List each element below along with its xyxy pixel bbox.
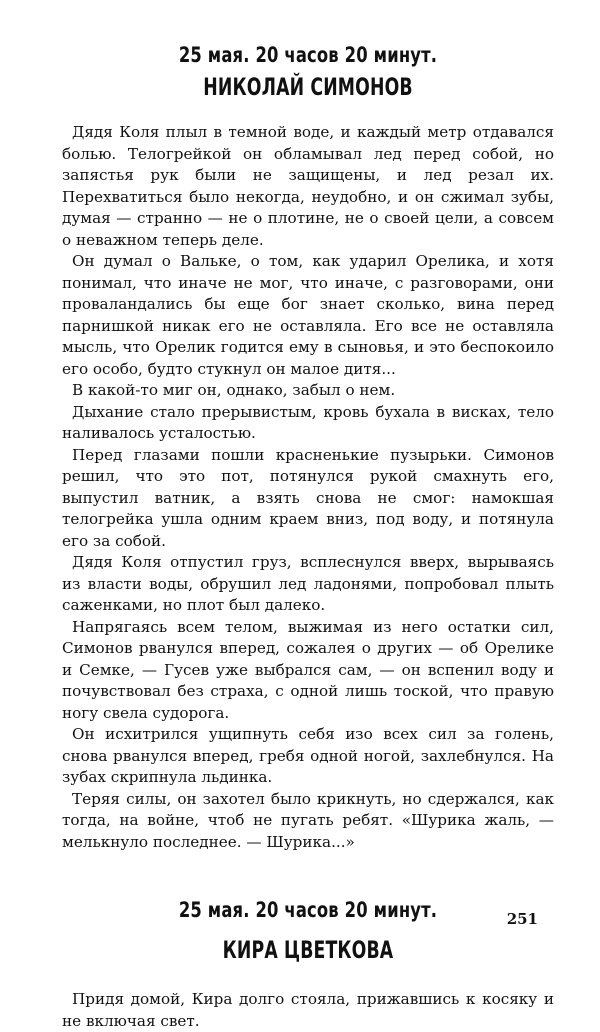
section-body <box>62 989 554 1032</box>
paragraph: Теряя силы, он захотел было крикнуть, но сдержался, как тогда, на войне, чтоб не пугать ребят. «Шурика жаль, — мелькнуло последнее. — Шурика...» <box>62 789 554 851</box>
section-date-heading: 25 мая. 20 часов 20 минут. <box>178 898 438 922</box>
paragraph: Дядя Коля отпустил груз, всплеснулся вверх, вырываясь из власти воды, обрушил лед ладонями, попробовал плыть саженками, но плот был далеко. <box>62 553 554 614</box>
paragraph: Напрягаясь всем телом, выжимая из него остатки сил, Симонов рванулся вперед, сожалея о других — об Орелике и Семке, — Гусев уже выбрался сам, — он вспенил воду и почувствовал без страха, с одной лишь тоской, что правую ногу свела судорога. <box>62 617 554 722</box>
paragraph: В какой-то миг он, однако, забыл о нем. <box>72 381 396 399</box>
section-nikolai-simonov <box>62 38 554 853</box>
paragraph: Дядя Коля плыл в темной воде, и каждый метр отдавался болью. Телогрейкой он обламывал лед перед собой, но запястья рук были не защищены, и лед резал их. Перехватиться было некогда, неудобно, и он сжимал зубы, думая — странно — не о плотине, не о своей цели, а совсем о неважном теперь деле. <box>62 123 554 249</box>
paragraph: Он думал о Вальке, о том, как ударил Орелика, и хотя понимал, что иначе не мог, что иначе, с разговорами, они проваландались бы еще бог знает сколько, вина перед парнишкой никак его не оставляла. Его все не оставляла мысль, что Орелик годится ему в сыновья, и это беспокоило его особо, будто стукнул он малое дитя... <box>62 252 554 378</box>
paragraph: Дыхание стало прерывистым, кровь бухала в висках, тело наливалось усталостью. <box>62 402 554 442</box>
section-name-heading: КИРА ЦВЕТКОВА <box>222 936 394 964</box>
paragraph: Придя домой, Кира долго стояла, прижавшись к косяку и не включая свет. <box>62 990 554 1030</box>
section-body <box>62 122 554 853</box>
book-page <box>62 36 554 1032</box>
section-kira-tsvetkova <box>62 893 554 1032</box>
page-number: 251 <box>506 910 538 928</box>
section-date-heading: 25 мая. 20 часов 20 минут. <box>178 43 438 67</box>
paragraph: Он исхитрился ущипнуть себя изо всех сил за голень, снова рванулся вперед, гребя одной ногой, захлебнулся. На зубах скрипнула льдинка. <box>62 725 554 786</box>
paragraph: Перед глазами пошли красненькие пузырьки. Симонов решил, что это пот, потянулся рукой смахнуть его, выпустил ватник, а взять снова не смог: намокшая телогрейка ушла одним краем вниз, под воду, и потянула его за собой. <box>62 445 554 550</box>
section-name-heading: НИКОЛАЙ СИМОНОВ <box>203 73 413 101</box>
